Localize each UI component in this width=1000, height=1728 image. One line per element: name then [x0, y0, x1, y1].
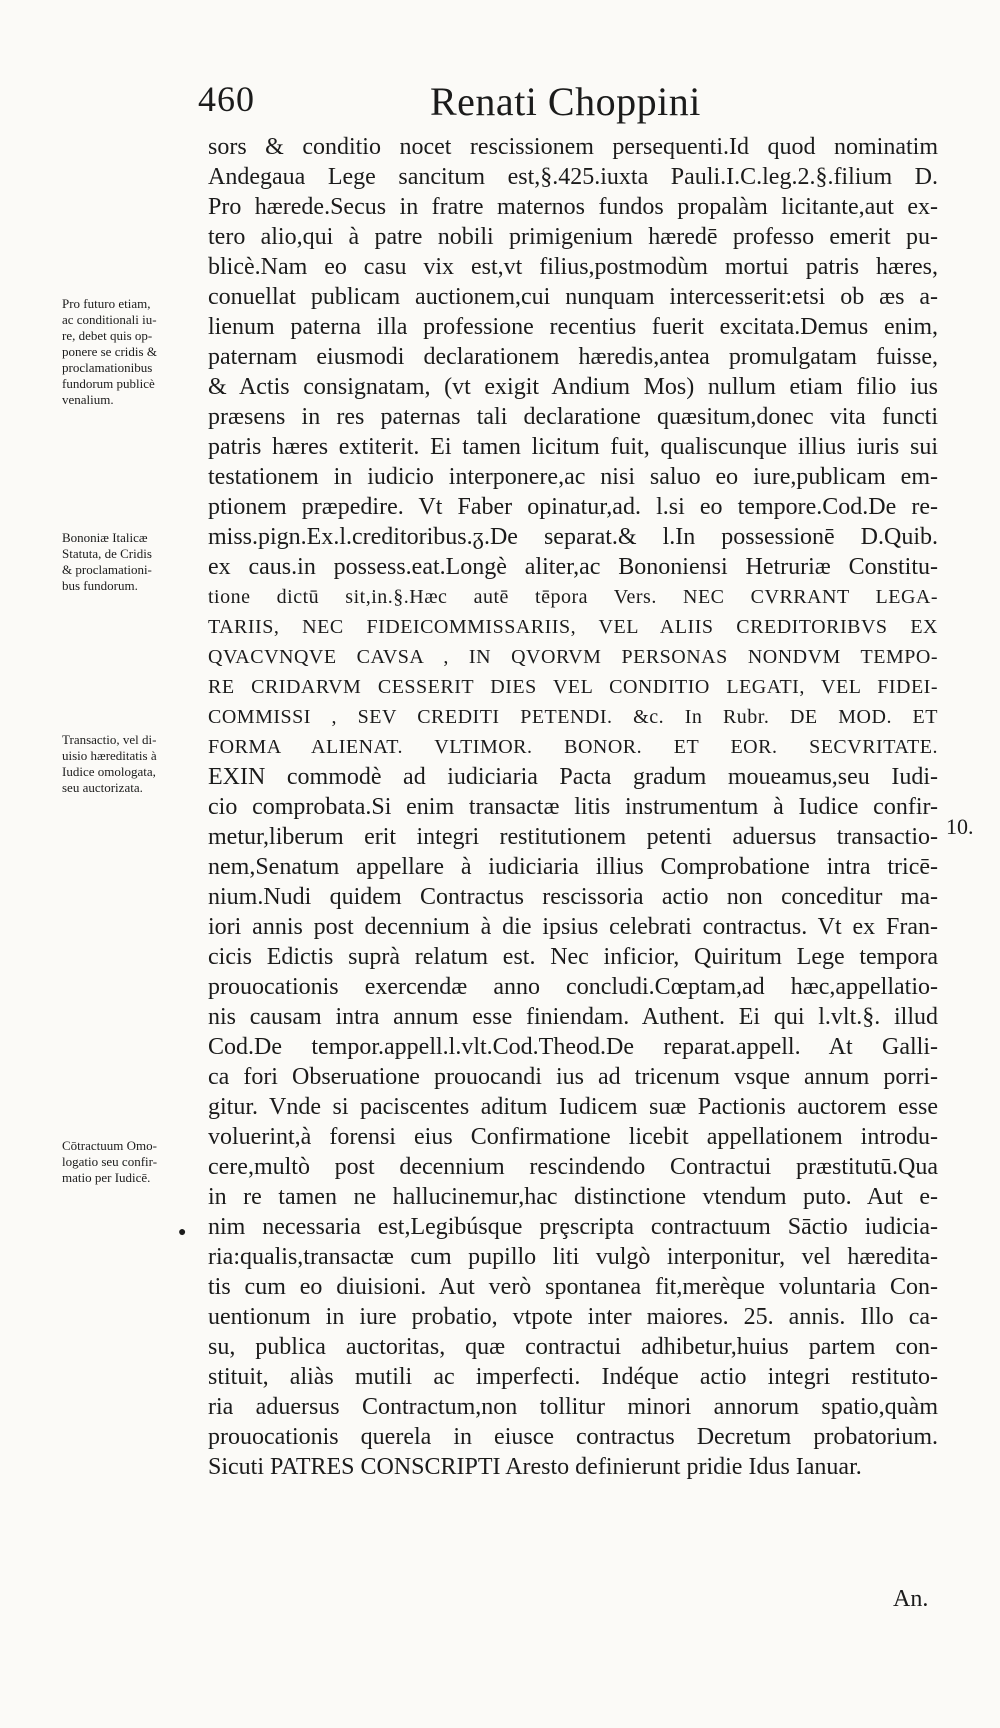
- text-line: ca fori Obseruatione prouocandi ius ad tricenum vsque annum porri-: [208, 1064, 938, 1090]
- text-line: iori annis post decennium à die ipsius celebrati contractus. Vt ex Fran-: [208, 914, 938, 940]
- marginal-note: [62, 296, 192, 408]
- marginal-note-line: proclamationibus: [62, 360, 153, 375]
- marginal-note-line: venalium.: [62, 392, 114, 407]
- text-line: testationem in iudicio interponere,ac nisi saluo eo iure,publicam em-: [208, 464, 938, 490]
- main-text: [208, 132, 938, 1482]
- text-line: nim necessaria est,Legibúsque prȩscripta contractuum Sāctio iudicia-: [208, 1214, 938, 1240]
- page-header: [198, 78, 738, 128]
- marginal-note-line: Iudice omologata,: [62, 764, 156, 779]
- marginal-note-line: bus fundorum.: [62, 578, 138, 593]
- text-line: RE CRIDARVM CESSERIT DIES VEL CONDITIO LEGATI, VEL FIDEI-: [208, 676, 938, 698]
- text-line: miss.pign.Ex.l.creditoribus.ᵹ.De separat.& l.In possessionē D.Quib.: [208, 524, 938, 550]
- text-line: nem,Senatum appellare à iudiciaria illius Comprobatione intra tricē-: [208, 854, 938, 880]
- text-line: COMMISSI , SEV CREDITI PETENDI. &c. In Rubr. DE MOD. ET: [208, 706, 938, 728]
- text-line: FORMA ALIENAT. VLTIMOR. BONOR. ET EOR. SECVRITATE.: [208, 736, 938, 758]
- line-number-marker: 10.: [946, 814, 974, 839]
- marginal-note: [62, 1138, 192, 1186]
- text-line: metur,liberum erit integri restitutionem petenti aduersus transactio-: [208, 824, 938, 850]
- marginal-note-line: re, debet quis op-: [62, 328, 153, 343]
- text-line: Pro hærede.Secus in fratre maternos fundos propalàm licitante,aut ex-: [208, 194, 938, 220]
- marginal-note-line: Bononiæ Italicæ: [62, 530, 148, 545]
- text-line: tero alio,qui à patre nobili primigenium hæredē professo emerit pu-: [208, 224, 938, 250]
- text-line: voluerint,à forensi eius Confirmatione licebit appellationem introdu-: [208, 1124, 938, 1150]
- text-line: TARIIS, NEC FIDEICOMMISSARIIS, VEL ALIIS CREDITORIBVS EX: [208, 616, 938, 638]
- text-line: in re tamen ne hallucinemur,hac distinctione vtendum puto. Aut e-: [208, 1184, 938, 1210]
- text-line: blicè.Nam eo casu vix est,vt filius,postmodùm mortui patris hæres,: [208, 254, 938, 280]
- text-line: cicis Edictis suprà relatum est. Nec inficior, Quiritum Lege tempora: [208, 944, 938, 970]
- text-line: nis causam intra annum esse finiendam. Authent. Ei qui l.vlt.§. illud: [208, 1004, 938, 1030]
- text-line: prouocationis exercendæ anno concludi.Cœptam,ad hæc,appellatio-: [208, 974, 938, 1000]
- marginal-note-line: seu auctorizata.: [62, 780, 143, 795]
- text-line: nium.Nudi quidem Contractus rescissoria actio non conceditur ma-: [208, 884, 938, 910]
- marginal-note-line: Transactio, vel di-: [62, 732, 157, 747]
- marginal-note-line: & proclamationi-: [62, 562, 152, 577]
- text-line: præsens in res paternas tali declaratione quæsitum,donec vita functi: [208, 404, 938, 430]
- text-line: & Actis consignatam, (vt exigit Andium Mos) nullum etiam filio ius: [208, 374, 938, 400]
- marginal-note: [62, 530, 192, 594]
- text-line: cio comprobata.Si enim transactæ litis instrumentum à Iudice confir-: [208, 794, 938, 820]
- text-line: prouocationis querela in eiusce contractus Decretum probatorium.: [208, 1424, 938, 1450]
- text-line: cere,multò post decennium rescindendo Contractui præstitutū.Qua: [208, 1154, 938, 1180]
- marginal-note-line: fundorum publicè: [62, 376, 155, 391]
- marginal-note-line: ac conditionali iu-: [62, 312, 157, 327]
- marginal-note-line: Statuta, de Cridis: [62, 546, 152, 561]
- text-line: paternam eiusmodi declarationem hæredis,antea promulgatam fuisse,: [208, 344, 938, 370]
- marginal-note-line: matio per Iudicē.: [62, 1170, 151, 1185]
- text-line: conuellat publicam auctionem,cui nunquam intercesserit:etsi ob æs a-: [208, 284, 938, 310]
- text-line: lienum paterna illa professione recentius fuerit excitata.Demus enim,: [208, 314, 938, 340]
- marginal-note-line: Cōtractuum Omo-: [62, 1138, 157, 1153]
- marginal-note-line: ponere se cridis &: [62, 344, 157, 359]
- text-line: EXIN commodè ad iudiciaria Pacta gradum moueamus,seu Iudi-: [208, 764, 938, 790]
- ornament-dot: ●: [178, 1225, 187, 1240]
- text-line: QVACVNQVE CAVSA , IN QVORVM PERSONAS NONDVM TEMPO-: [208, 646, 938, 668]
- text-line: gitur. Vnde si paciscentes aditum Iudicem suæ Pactionis auctorem esse: [208, 1094, 938, 1120]
- text-line: tis cum eo diuisioni. Aut verò spontanea fit,merèque voluntaria Con-: [208, 1274, 938, 1300]
- text-line: uentionum in iure probatio, vtpote inter maiores. 25. annis. Illo ca-: [208, 1304, 938, 1330]
- text-line: Sicuti PATRES CONSCRIPTI Aresto definierunt pridie Idus Ianuar.: [208, 1454, 862, 1480]
- text-line: ria:qualis,transactæ cum pupillo liti vulgò interponitur, vel hæredita-: [208, 1244, 938, 1270]
- text-line: su, publica auctoritas, quæ contractui adhibetur,huius partem con-: [208, 1334, 938, 1360]
- text-line: ptionem præpedire. Vt Faber opinatur,ad. l.si eo tempore.Cod.De re-: [208, 494, 938, 520]
- text-line: Cod.De tempor.appell.l.vlt.Cod.Theod.De reparat.appell. At Galli-: [208, 1034, 938, 1060]
- marginal-note-line: logatio seu confir-: [62, 1154, 158, 1169]
- marginal-note-line: Pro futuro etiam,: [62, 296, 151, 311]
- text-line: Andegaua Lege sancitum est,§.425.iuxta Pauli.I.C.leg.2.§.filium D.: [208, 164, 938, 190]
- text-line: patris hæres extiterit. Ei tamen licitum fuit, qualiscunque illius iuris sui: [208, 434, 938, 460]
- catchword: An.: [893, 1586, 929, 1612]
- text-line: ria aduersus Contractum,non tollitur minori annorum spatio,quàm: [208, 1394, 938, 1420]
- marginal-note-line: uisio hæreditatis à: [62, 748, 157, 763]
- text-line: tione dictū sit,in.§.Hæc autē tēpora Vers. NEC CVRRANT LEGA-: [208, 586, 938, 608]
- marginal-note: [62, 732, 192, 796]
- page-number: 460: [198, 79, 255, 119]
- text-line: stituit, aliàs mutili ac imperfecti. Indéque actio integri restituto-: [208, 1364, 938, 1390]
- running-title: Renati Choppini: [430, 79, 701, 124]
- text-line: ex caus.in possess.eat.Longè aliter,ac Bononiensi Hetruriæ Constitu-: [208, 554, 938, 580]
- text-line: sors & conditio nocet rescissionem persequenti.Id quod nominatim: [208, 134, 938, 160]
